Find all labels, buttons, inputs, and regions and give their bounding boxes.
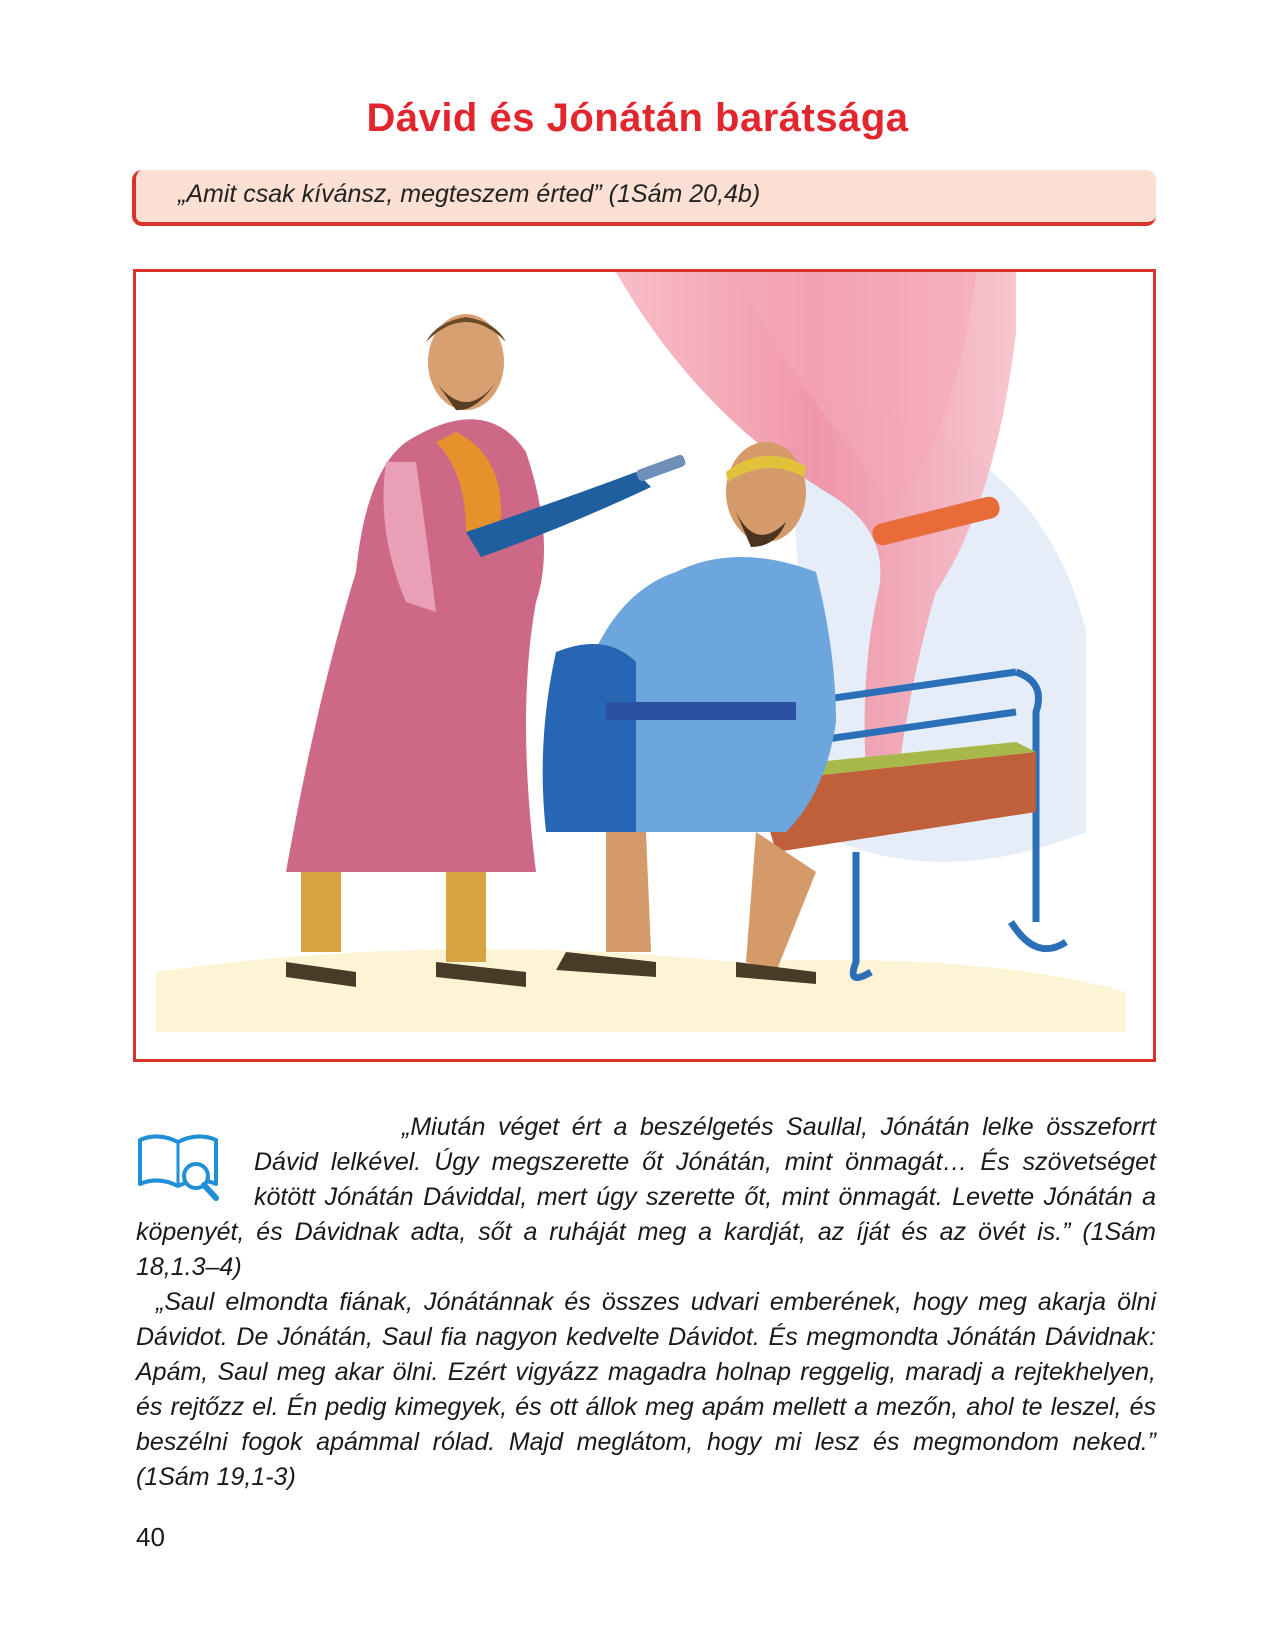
paragraph-1: „Miután véget ért a beszélgetés Saullal, Jónátán lelke összeforrt Dávid lelkével. Úgy megszerette őt Jónátán, mint önmagát… És szövetséget kötött Jónátán Dáviddal, mert úgy szerette őt, mint önmagát. Levette Jónátán a köpenyét, és Dávidnak adta, sőt a ruháját meg a kardját, az íját és az övét is.” (1Sám 18,1.3–4) xyxy=(136,1113,1156,1281)
illustration-frame xyxy=(133,269,1156,1062)
motto-box xyxy=(132,170,1156,226)
motto-text: „Amit csak kívánsz, megteszem érted” (1Sám 20,4b) xyxy=(178,180,761,208)
paragraph-2: „Saul elmondta fiának, Jónátánnak és összes udvari emberének, hogy meg akarja ölni Dávidot. De Jónátán, Saul fia nagyon kedvelte Dávidot. És megmondta Jónátán Dávidnak: Apám, Saul meg akar ölni. Ezért vigyázz magadra holnap reggelig, maradj a rejtekhelyen, és rejtőzz el. Én pedig kimegyek, és ott állok meg apám mellett a mezőn, ahol te leszel, és beszélni fogok apámmal rólad. Majd meglátom, hogy mi lesz és megmondom neked.” (1Sám 19,1-3) xyxy=(136,1288,1156,1491)
kneeling-figure xyxy=(543,442,836,984)
body-text xyxy=(136,1110,1156,1495)
icon-spacer xyxy=(136,1110,254,1214)
page-number: 40 xyxy=(136,1522,165,1552)
page-title: Dávid és Jónátán barátsága xyxy=(366,96,909,140)
standing-figure xyxy=(286,314,544,987)
illustration xyxy=(136,272,1153,1059)
